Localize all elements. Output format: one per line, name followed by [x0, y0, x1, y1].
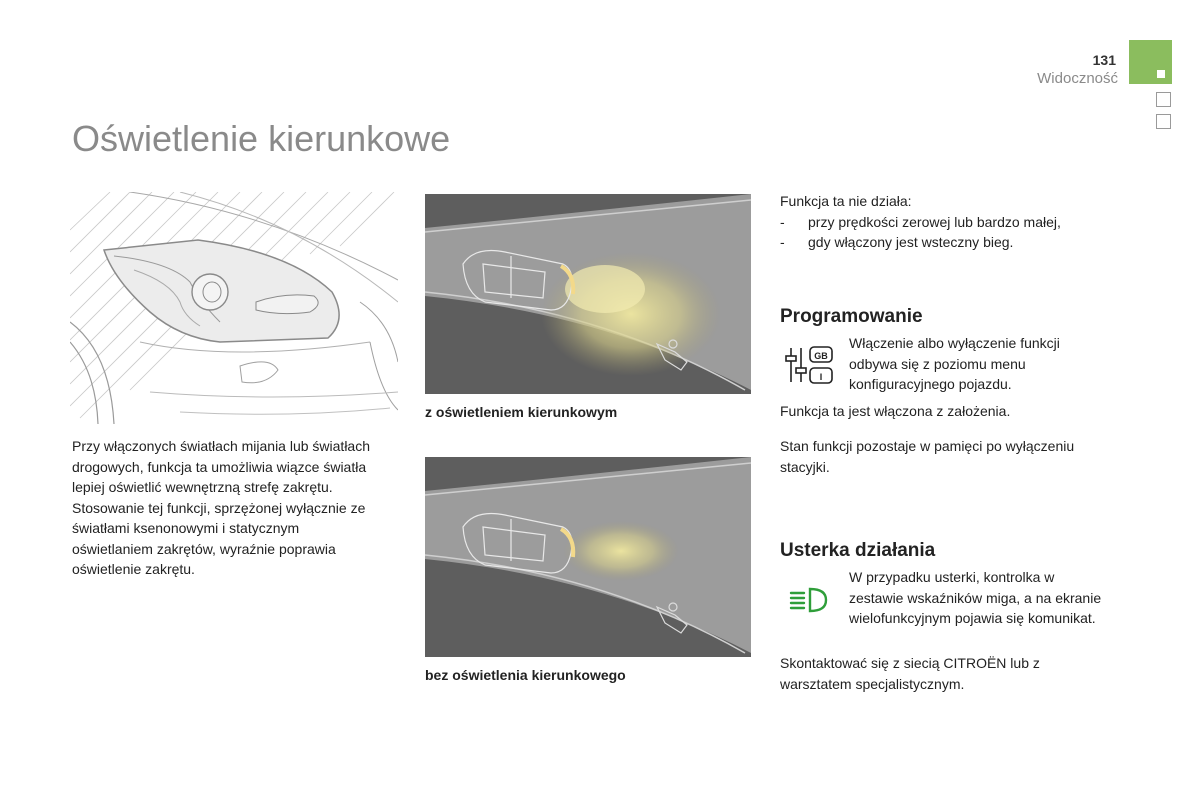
page-title: Oświetlenie kierunkowe	[72, 118, 451, 159]
settings-menu-icon	[784, 344, 836, 386]
contact-text: Skontaktować się z siecią CITROËN lub z warsztatem specjalistycznym.	[780, 655, 1040, 692]
fault-heading: Usterka działania	[780, 540, 936, 561]
chapter-tab-marker-icon	[1157, 70, 1165, 78]
gb-label: GB	[814, 351, 828, 361]
programming-heading: Programowanie	[780, 306, 923, 327]
left-text-block	[72, 436, 382, 580]
i-label: I	[819, 372, 823, 382]
section-name: Widoczność	[1037, 70, 1118, 87]
default-state-text: Funkcja ta jest włączona z założenia.	[780, 403, 1011, 419]
page-nav-square-icon	[1156, 114, 1171, 129]
page-number: 131	[1092, 52, 1116, 68]
caption-without-cornering-light: bez oświetlenia kierunkowego	[425, 667, 626, 683]
cornering-light-warning-icon	[788, 586, 830, 614]
programming-text: Włączenie albo wyłączenie funkcji odbywa się z poziomu menu konfiguracyjnego pojazdu.	[849, 335, 1060, 392]
road-with-cornering-light-image	[425, 194, 751, 394]
usage-paragraph: Stosowanie tej funkcji, sprzężonej wyłącznie ze światłami ksenonowymi i statycznym oświetlaniem zakrętów, wyraźnie poprawia oświetlenie zakrętu.	[72, 499, 366, 577]
intro-paragraph: Przy włączonych światłach mijania lub światłach drogowych, funkcja ta umożliwia wiązce światła lepiej oświetlić wewnętrzną strefę zakrętu.	[72, 438, 371, 495]
memory-state-text: Stan funkcji pozostaje w pamięci po wyłączeniu stacyjki.	[780, 438, 1075, 475]
not-working-block	[780, 191, 1110, 253]
page-nav-square-icon	[1156, 92, 1171, 107]
road-without-cornering-light-image	[425, 457, 751, 657]
headlight-illustration	[70, 192, 398, 424]
condition-item: - przy prędkości zerowej lub bardzo małej,	[780, 213, 1061, 230]
not-working-intro: Funkcja ta nie działa:	[780, 193, 912, 209]
fault-text: W przypadku usterki, kontrolka w zestawie wskaźników miga, a na ekranie wielofunkcyjnym pojawia się komunikat.	[849, 569, 1102, 626]
chapter-tab[interactable]	[1129, 40, 1172, 84]
condition-item: - gdy włączony jest wsteczny bieg.	[780, 234, 1014, 250]
caption-with-cornering-light: z oświetleniem kierunkowym	[425, 404, 618, 420]
